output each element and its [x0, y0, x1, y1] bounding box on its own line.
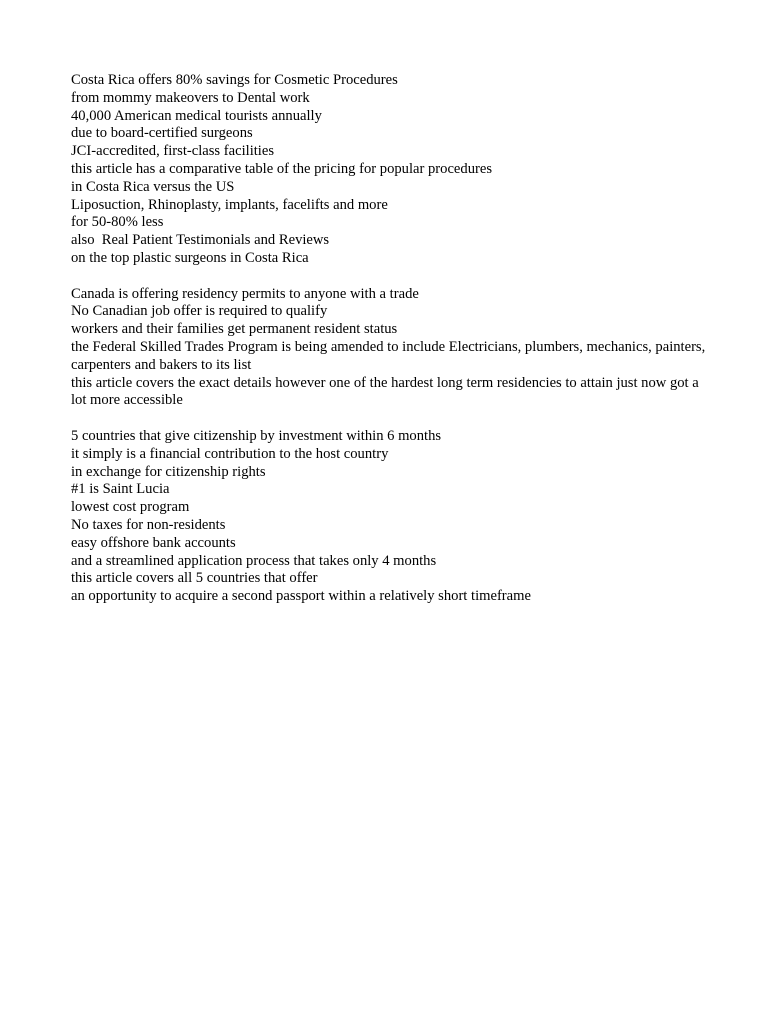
text-line: due to board-certified surgeons [71, 125, 253, 142]
text-line: lowest cost program [71, 499, 190, 516]
text-line: JCI-accredited, first-class facilities [71, 143, 275, 160]
document-page [71, 72, 711, 624]
text-line: workers and their families get permanent resident status [71, 321, 398, 338]
text-line: Canada is offering residency permits to anyone with a trade [71, 285, 419, 302]
text-line: Costa Rica offers 80% savings for Cosmetic Procedures [71, 72, 398, 88]
text-line: on the top plastic surgeons in Costa Rica [71, 249, 309, 266]
text-line: this article covers all 5 countries that offer [71, 570, 318, 587]
text-line: for 50-80% less [71, 214, 164, 231]
text-line: an opportunity to acquire a second passport within a relatively short timeframe [71, 588, 531, 605]
text-line: this article covers the exact details however one of the hardest long term residencies to attain just now got a lot more accessible [71, 374, 703, 409]
text-line: also Real Patient Testimonials and Reviews [71, 232, 330, 249]
text-line: No Canadian job offer is required to qualify [71, 303, 328, 320]
text-line: Liposuction, Rhinoplasty, implants, facelifts and more [71, 196, 388, 213]
text-line: 40,000 American medical tourists annually [71, 107, 322, 124]
paragraph-costa-rica [71, 72, 711, 268]
text-line: 5 countries that give citizenship by investment within 6 months [71, 427, 442, 444]
text-line: in Costa Rica versus the US [71, 178, 235, 195]
paragraph-citizenship [71, 428, 711, 606]
text-line: easy offshore bank accounts [71, 534, 236, 551]
text-line: #1 is Saint Lucia [71, 481, 170, 498]
text-line: the Federal Skilled Trades Program is being amended to include Electricians, plumbers, mechanics, painters, carpenters and bakers to its list [71, 338, 709, 373]
paragraph-canada [71, 286, 711, 411]
text-line: and a streamlined application process that takes only 4 months [71, 552, 437, 569]
text-line: from mommy makeovers to Dental work [71, 89, 310, 106]
text-line: this article has a comparative table of the pricing for popular procedures [71, 160, 493, 177]
text-line: in exchange for citizenship rights [71, 463, 266, 480]
text-line: it simply is a financial contribution to the host country [71, 445, 389, 462]
text-line: No taxes for non-residents [71, 516, 226, 533]
